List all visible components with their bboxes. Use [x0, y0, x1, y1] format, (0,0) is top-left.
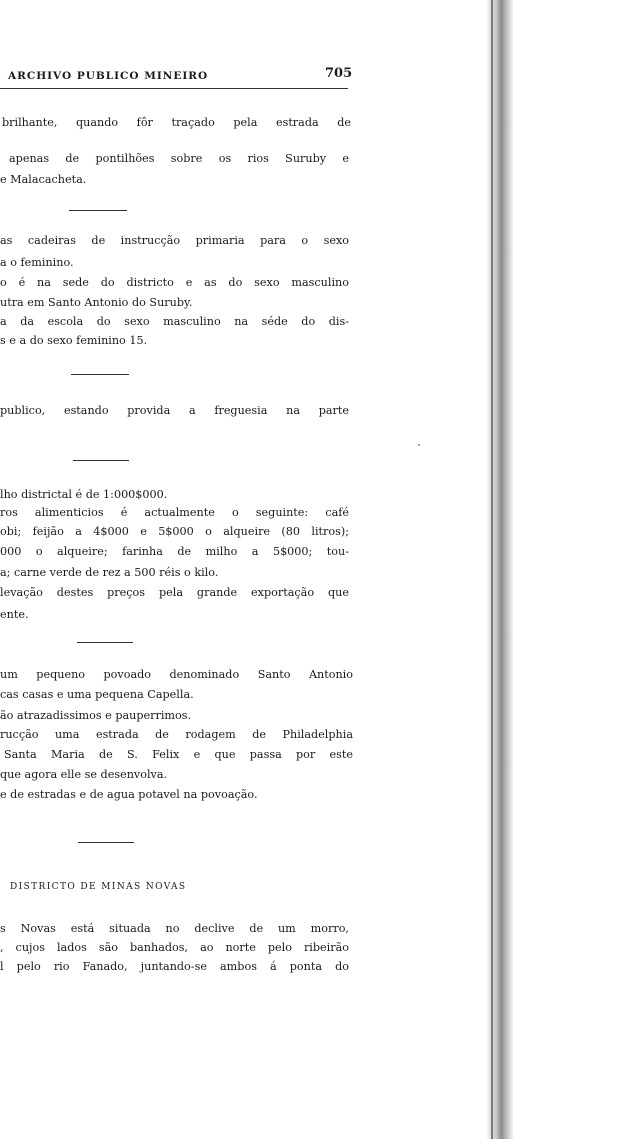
- text-line: l pelo rio Fanado, juntando-se ambos á ponta do: [0, 960, 349, 973]
- text-line: 000 o alqueire; farinha de milho a 5$000; tou-: [0, 545, 349, 558]
- section-separator: [77, 642, 133, 643]
- text-line: s e a do sexo feminino 15.: [0, 334, 148, 347]
- section-subheading: DISTRICTO DE MINAS NOVAS: [10, 882, 187, 892]
- text-line: e Malacacheta.: [0, 173, 87, 186]
- running-header-title: ARCHIVO PUBLICO MINEIRO: [8, 70, 209, 82]
- text-line: , cujos lados são banhados, ao norte pelo ribeirão: [0, 941, 349, 954]
- text-line: s Novas está situada no declive de um morro,: [0, 922, 349, 935]
- text-line: ente.: [0, 608, 29, 621]
- text-line: a; carne verde de rez a 500 réis o kilo.: [0, 566, 219, 579]
- text-line: apenas de pontilhões sobre os rios Suruby e: [9, 152, 349, 165]
- text-line: obi; feijão a 4$000 e 5$000 o alqueire (80 litros);: [0, 525, 349, 538]
- text-line: a da escola do sexo masculino na séde do dis-: [0, 315, 349, 328]
- paper-speck: [418, 444, 420, 446]
- text-line: cas casas e uma pequena Capella.: [0, 688, 194, 701]
- section-separator: [73, 460, 129, 461]
- section-separator: [69, 210, 127, 211]
- text-line: ros alimenticios é actualmente o seguinte: café: [0, 506, 349, 519]
- text-line: levação destes preços pela grande exportação que: [0, 586, 349, 599]
- text-line: utra em Santo Antonio do Suruby.: [0, 296, 193, 309]
- text-line: que agora elle se desenvolva.: [0, 768, 168, 781]
- header-rule: [0, 88, 348, 89]
- section-separator: [78, 842, 134, 843]
- text-line: ão atrazadissimos e pauperrimos.: [0, 709, 192, 722]
- text-line: um pequeno povoado denominado Santo Antonio: [0, 668, 353, 681]
- text-line: lho districtal é de 1:000$000.: [0, 488, 168, 501]
- text-line: a o feminino.: [0, 256, 74, 269]
- text-line: Santa Maria de S. Felix e que passa por este: [4, 748, 353, 761]
- text-line: as cadeiras de instrucção primaria para o sexo: [0, 234, 349, 247]
- text-line: e de estradas e de agua potavel na povoação.: [0, 788, 258, 801]
- page-number: 705: [325, 66, 353, 81]
- text-line: publico, estando provida a freguesia na parte: [0, 404, 349, 417]
- book-spine-line: [491, 0, 493, 1139]
- text-line: rucção uma estrada de rodagem de Philadelphia: [0, 728, 353, 741]
- text-line: o é na sede do districto e as do sexo masculino: [0, 276, 349, 289]
- section-separator: [71, 374, 129, 375]
- text-line: brilhante, quando fôr traçado pela estrada de: [2, 116, 351, 129]
